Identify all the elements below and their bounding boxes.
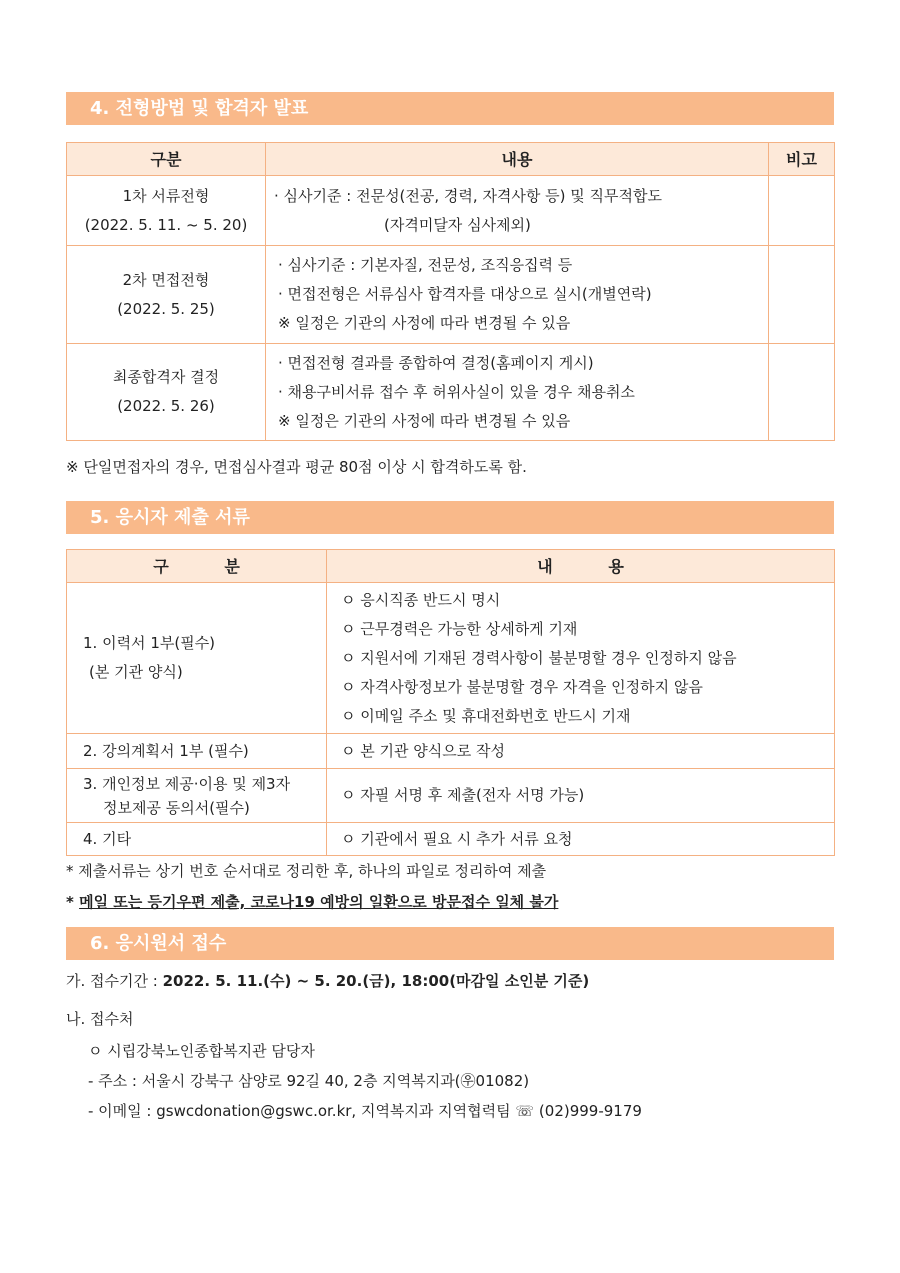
address-line: - 주소 : 서울시 강북구 삼양로 92길 40, 2층 지역복지과(㉾01082) bbox=[88, 1072, 530, 1090]
stage-date: (2022. 5. 11. ~ 5. 20) bbox=[84, 215, 248, 234]
doc-line: 1. 이력서 1부(필수) bbox=[83, 634, 216, 652]
warning-text: 메일 또는 등기우편 제출, 코로나19 예방의 일환으로 방문접수 일체 불가 bbox=[79, 893, 559, 911]
submission-warning bbox=[66, 891, 558, 912]
content-line: ㅇ 근무경력은 가능한 상세하게 기재 bbox=[341, 619, 578, 638]
col-header: 비고 bbox=[769, 143, 835, 176]
content-line: ㅇ 이메일 주소 및 휴대전화번호 반드시 기재 bbox=[341, 706, 631, 725]
col-header: 내용 bbox=[266, 143, 769, 176]
doc-line: 3. 개인정보 제공·이용 및 제3자 bbox=[83, 774, 291, 793]
content-line: ㅇ 지원서에 기재된 경력사항이 불분명할 경우 인정하지 않음 bbox=[341, 648, 737, 667]
content-cell bbox=[266, 246, 769, 344]
table-row bbox=[67, 583, 835, 734]
stage-cell bbox=[67, 246, 266, 344]
section-4-header: 4. 전형방법 및 합격자 발표 bbox=[66, 92, 834, 125]
period-value: 2022. 5. 11.(수) ~ 5. 20.(금), 18:00(마감일 소인분 기준) bbox=[162, 972, 590, 990]
table-row bbox=[67, 769, 835, 823]
table-row bbox=[67, 823, 835, 856]
content-line: · 면접전형 결과를 종합하여 결정(홈페이지 게시) bbox=[278, 353, 594, 372]
content-line: (자격미달자 심사제외) bbox=[384, 215, 531, 234]
documents-table bbox=[66, 549, 835, 856]
stage-name: 2차 면접전형 bbox=[122, 270, 210, 289]
content-line: · 심사기준 : 전문성(전공, 경력, 자격사항 등) 및 직무적합도 bbox=[274, 186, 662, 205]
col-header: 구분 bbox=[67, 143, 266, 176]
col-header: 구 분 bbox=[67, 550, 327, 583]
section-4-footnote: ※ 단일면접자의 경우, 면접심사결과 평균 80점 이상 시 합격하도록 함. bbox=[66, 458, 527, 476]
note-cell bbox=[769, 344, 835, 441]
submission-note: * 제출서류는 상기 번호 순서대로 정리한 후, 하나의 파일로 정리하여 제출 bbox=[66, 862, 547, 880]
period-label: 가. 접수기간 : bbox=[66, 972, 163, 990]
place-label: 나. 접수처 bbox=[66, 1010, 134, 1028]
table-row bbox=[67, 246, 835, 344]
table-row bbox=[67, 734, 835, 769]
stage-cell bbox=[67, 344, 266, 441]
section-5-header: 5. 응시자 제출 서류 bbox=[66, 501, 834, 534]
doc-line: 정보제공 동의서(필수) bbox=[103, 798, 250, 817]
content-line: · 면접전형은 서류심사 합격자를 대상으로 실시(개별연락) bbox=[278, 285, 652, 303]
content-line: ㅇ 자격사항정보가 불분명할 경우 자격을 인정하지 않음 bbox=[341, 677, 703, 696]
content-line: ※ 일정은 기관의 사정에 따라 변경될 수 있음 bbox=[278, 314, 571, 332]
content-line: ※ 일정은 기관의 사정에 따라 변경될 수 있음 bbox=[278, 411, 571, 430]
doc-cell: 4. 기타 bbox=[67, 823, 327, 856]
stage-name: 1차 서류전형 bbox=[122, 186, 210, 205]
content-cell bbox=[327, 583, 835, 734]
doc-cell bbox=[67, 583, 327, 734]
content-line: · 채용구비서류 접수 후 허위사실이 있을 경우 채용취소 bbox=[278, 382, 635, 401]
content-line: ㅇ 응시직종 반드시 명시 bbox=[341, 590, 501, 609]
col-header: 내 용 bbox=[327, 550, 835, 583]
stage-name: 최종합격자 결정 bbox=[112, 368, 220, 386]
stage-date: (2022. 5. 26) bbox=[117, 397, 215, 415]
period-line bbox=[66, 970, 589, 991]
content-line: · 심사기준 : 기본자질, 전문성, 조직응집력 등 bbox=[278, 256, 573, 274]
stage-date: (2022. 5. 25) bbox=[117, 299, 215, 318]
content-cell bbox=[266, 176, 769, 246]
content-cell: ㅇ 기관에서 필요 시 추가 서류 요청 bbox=[327, 823, 835, 856]
doc-cell: 2. 강의계획서 1부 (필수) bbox=[67, 734, 327, 769]
stage-cell bbox=[67, 176, 266, 246]
content-cell: ㅇ 자필 서명 후 제출(전자 서명 가능) bbox=[327, 769, 835, 823]
selection-table bbox=[66, 142, 835, 441]
note-prefix: * bbox=[66, 893, 80, 911]
table-row bbox=[67, 176, 835, 246]
content-cell: ㅇ 본 기관 양식으로 작성 bbox=[327, 734, 835, 769]
section-6-header: 6. 응시원서 접수 bbox=[66, 927, 834, 960]
table-row bbox=[67, 344, 835, 441]
email-line: - 이메일 : gswcdonation@gswc.or.kr, 지역복지과 지역협력팀 ☏ (02)999-9179 bbox=[88, 1102, 642, 1120]
doc-cell bbox=[67, 769, 327, 823]
note-cell bbox=[769, 176, 835, 246]
doc-line: (본 기관 양식) bbox=[89, 663, 183, 681]
note-cell bbox=[769, 246, 835, 344]
content-cell bbox=[266, 344, 769, 441]
contact-line: ㅇ 시립강북노인종합복지관 담당자 bbox=[88, 1042, 315, 1060]
